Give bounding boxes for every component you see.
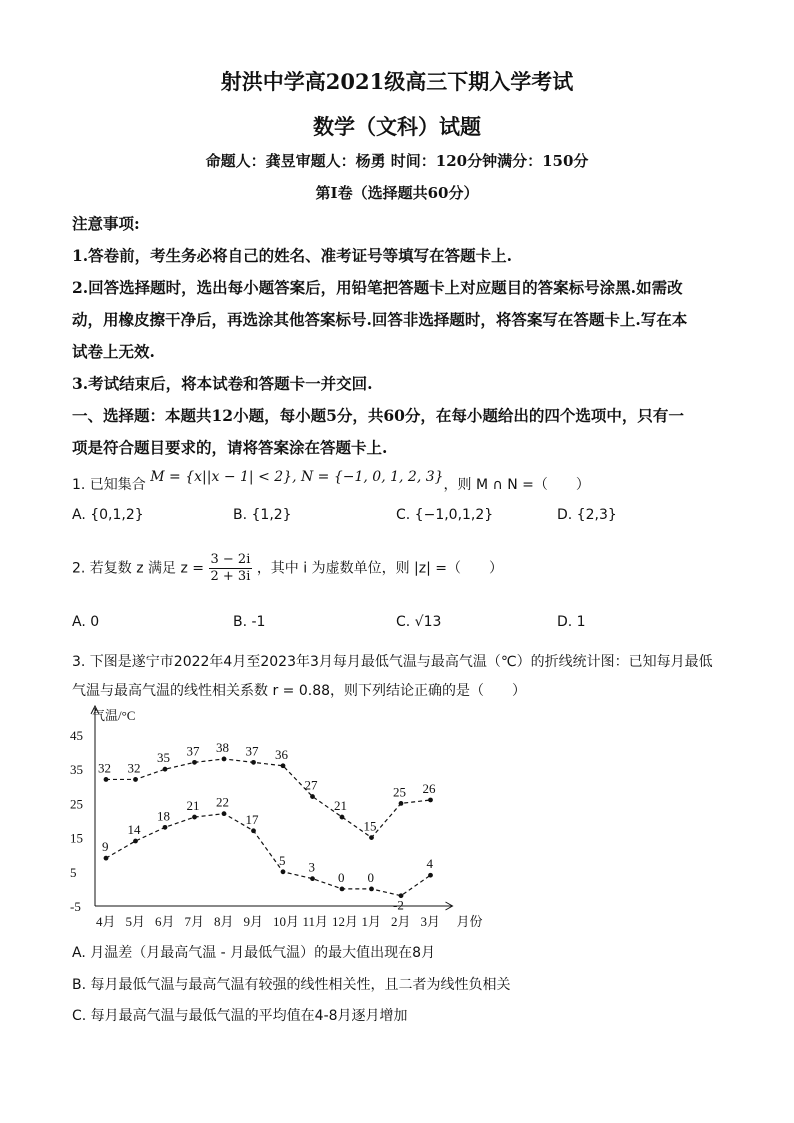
question-2-option-b[interactable]: B. -1 — [233, 614, 266, 630]
series-1-point — [399, 801, 404, 806]
series-2-point — [369, 887, 374, 892]
question-1-option-c[interactable]: C. {−1,0,1,2} — [396, 507, 494, 523]
x-tick-label: 9月 — [243, 914, 264, 929]
series-1-line — [106, 759, 431, 838]
series-2-point — [281, 869, 286, 874]
series-1-data-label: 37 — [186, 743, 200, 759]
series-2-data-label: 21 — [186, 798, 200, 814]
question-3-line-2: 气温与最高气温的线性相关系数 r = 0.88，则下列结论正确的是（ ） — [72, 683, 527, 699]
series-2-point — [310, 876, 315, 881]
x-tick-label: 10月 — [273, 914, 300, 929]
series-1-point — [104, 777, 109, 782]
question-1-prefix: 1. 已知集合 — [72, 477, 146, 493]
question-1-option-a[interactable]: A. {0,1,2} — [72, 507, 144, 523]
x-tick-label: 1月 — [361, 914, 382, 929]
exam-subtitle: 数学（文科）试题 — [313, 114, 481, 139]
series-2-data-label: 17 — [245, 811, 259, 827]
series-1-point — [428, 798, 433, 803]
volume-heading: 第Ⅰ卷（选择题共60分） — [315, 184, 479, 202]
x-tick-label: 8月 — [214, 914, 234, 929]
x-tick-label: 11月 — [302, 914, 329, 929]
series-1-data-label: 15 — [363, 818, 377, 834]
question-2 — [72, 552, 503, 585]
x-tick-label: 5月 — [125, 914, 146, 929]
question-2-prefix: 2. 若复数 z 满足 z = — [72, 560, 205, 577]
series-2-point — [222, 811, 227, 816]
series-2-data-label: -2 — [393, 897, 404, 913]
series-2-data-label: 0 — [367, 869, 374, 885]
y-tick-label: -5 — [70, 899, 81, 914]
series-1-data-label: 26 — [422, 780, 436, 796]
series-1-point — [222, 757, 227, 762]
series-2-point — [133, 839, 138, 844]
fraction-numerator: 3 − 2i — [210, 552, 251, 567]
notice-item-2-line-2: 动，用橡皮擦干净后，再选涂其他答案标号.回答非选择题时，将答案写在答题卡上.写在本 — [72, 310, 688, 329]
series-1-data-label: 38 — [216, 739, 229, 755]
series-2-data-label: 22 — [216, 794, 229, 810]
question-2-option-d[interactable]: D. 1 — [557, 614, 586, 630]
question-1-set-m: M = {x||x − 1| < 2} — [150, 469, 293, 485]
notice-item-2-line-1: 2.回答选择题时，选出每小题答案后，用铅笔把答题卡上对应题目的答案标号涂黑.如需改 — [72, 278, 683, 297]
series-1-data-label: 32 — [127, 760, 141, 776]
series-2-point — [251, 828, 256, 833]
x-tick-label: 7月 — [184, 914, 205, 929]
series-1-point — [281, 763, 286, 768]
series-1-data-label: 37 — [245, 743, 259, 759]
question-1-option-d[interactable]: D. {2,3} — [557, 507, 617, 523]
exam-meta: 命题人：龚昱审题人：杨勇 时间：120分钟满分：150分 — [205, 152, 589, 170]
series-1-point — [310, 794, 315, 799]
series-1-data-label: 35 — [157, 750, 170, 766]
series-2-data-label: 18 — [157, 808, 170, 824]
series-1-data-label: 21 — [334, 798, 347, 814]
notice-item-3: 3.考试结束后，将本试卷和答题卡一并交回. — [72, 374, 373, 393]
question-2-option-c[interactable]: C. √13 — [396, 614, 442, 630]
series-2-data-label: 3 — [308, 859, 315, 875]
series-2-data-label: 4 — [426, 856, 433, 872]
question-1 — [72, 469, 590, 494]
fraction-denominator: 2 + 3i — [210, 569, 251, 584]
section-heading-line-2: 项是符合题目要求的，请将答案涂在答题卡上. — [72, 438, 388, 457]
question-2-option-a[interactable]: A. 0 — [72, 614, 100, 630]
y-tick-label: 15 — [70, 830, 83, 846]
series-2-data-label: 5 — [279, 852, 286, 868]
question-2-fraction — [209, 552, 253, 585]
series-1-point — [340, 815, 345, 820]
y-tick-label: 5 — [70, 864, 77, 880]
x-tick-label: 2月 — [391, 914, 411, 929]
question-3-option-c[interactable]: C. 每月最高气温与最低气温的平均值在4-8月逐月增加 — [72, 1008, 408, 1024]
notice-item-1: 1.答卷前，考生务必将自己的姓名、准考证号等填写在答题卡上. — [72, 246, 513, 265]
series-1-point — [251, 760, 256, 765]
series-1-point — [163, 767, 168, 772]
series-2-point — [340, 887, 345, 892]
series-2-point — [192, 815, 197, 820]
series-2-data-label: 0 — [338, 869, 345, 885]
series-1-point — [192, 760, 197, 765]
series-2-point — [163, 825, 168, 830]
y-tick-label: 45 — [70, 728, 83, 743]
x-tick-label: 3月 — [420, 914, 441, 929]
series-1-data-label: 25 — [393, 784, 406, 800]
series-2-point — [428, 873, 433, 878]
series-1-data-label: 27 — [304, 777, 318, 793]
series-2-data-label: 14 — [127, 822, 141, 838]
question-1-set-n: , N = {−1, 0, 1, 2, 3} — [292, 469, 444, 485]
y-tick-label: 25 — [70, 796, 83, 812]
question-1-suffix: ，则 M ∩ N =（ ） — [443, 477, 590, 493]
x-tick-label: 6月 — [155, 914, 175, 929]
exam-title: 射洪中学高2021级高三下期入学考试 — [220, 69, 574, 94]
x-tick-label: 4月 — [96, 914, 116, 929]
y-axis-label: 气温/°C — [92, 708, 136, 723]
series-2-data-label: 9 — [102, 839, 109, 855]
x-tick-label: 12月 — [332, 914, 359, 929]
series-1-point — [133, 777, 138, 782]
question-3-line-1: 3. 下图是遂宁市2022年4月至2023年3月每月最低气温与最高气温（℃）的折线统计图：已知每月最低 — [72, 654, 713, 670]
question-3-option-b[interactable]: B. 每月最低气温与最高气温有较强的线性相关性，且二者为线性负相关 — [72, 977, 511, 993]
y-tick-label: 35 — [70, 762, 83, 778]
notice-item-2-line-3: 试卷上无效. — [72, 342, 155, 361]
question-1-option-b[interactable]: B. {1,2} — [233, 507, 292, 523]
x-axis-label: 月份 — [456, 914, 483, 929]
temperature-line-chart — [60, 700, 500, 940]
notice-heading: 注意事项: — [72, 214, 140, 233]
question-3-option-a[interactable]: A. 月温差（月最高气温 - 月最低气温）的最大值出现在8月 — [72, 945, 436, 961]
series-1-point — [369, 835, 374, 840]
question-2-suffix: ，其中 i 为虚数单位，则 |z| =（ ） — [256, 560, 504, 577]
series-1-data-label: 36 — [275, 746, 288, 762]
series-2-point — [104, 856, 109, 861]
section-heading-line-1: 一、选择题：本题共12小题，每小题5分，共60分，在每小题给出的四个选项中，只有一 — [72, 406, 684, 425]
series-1-data-label: 32 — [98, 760, 111, 776]
